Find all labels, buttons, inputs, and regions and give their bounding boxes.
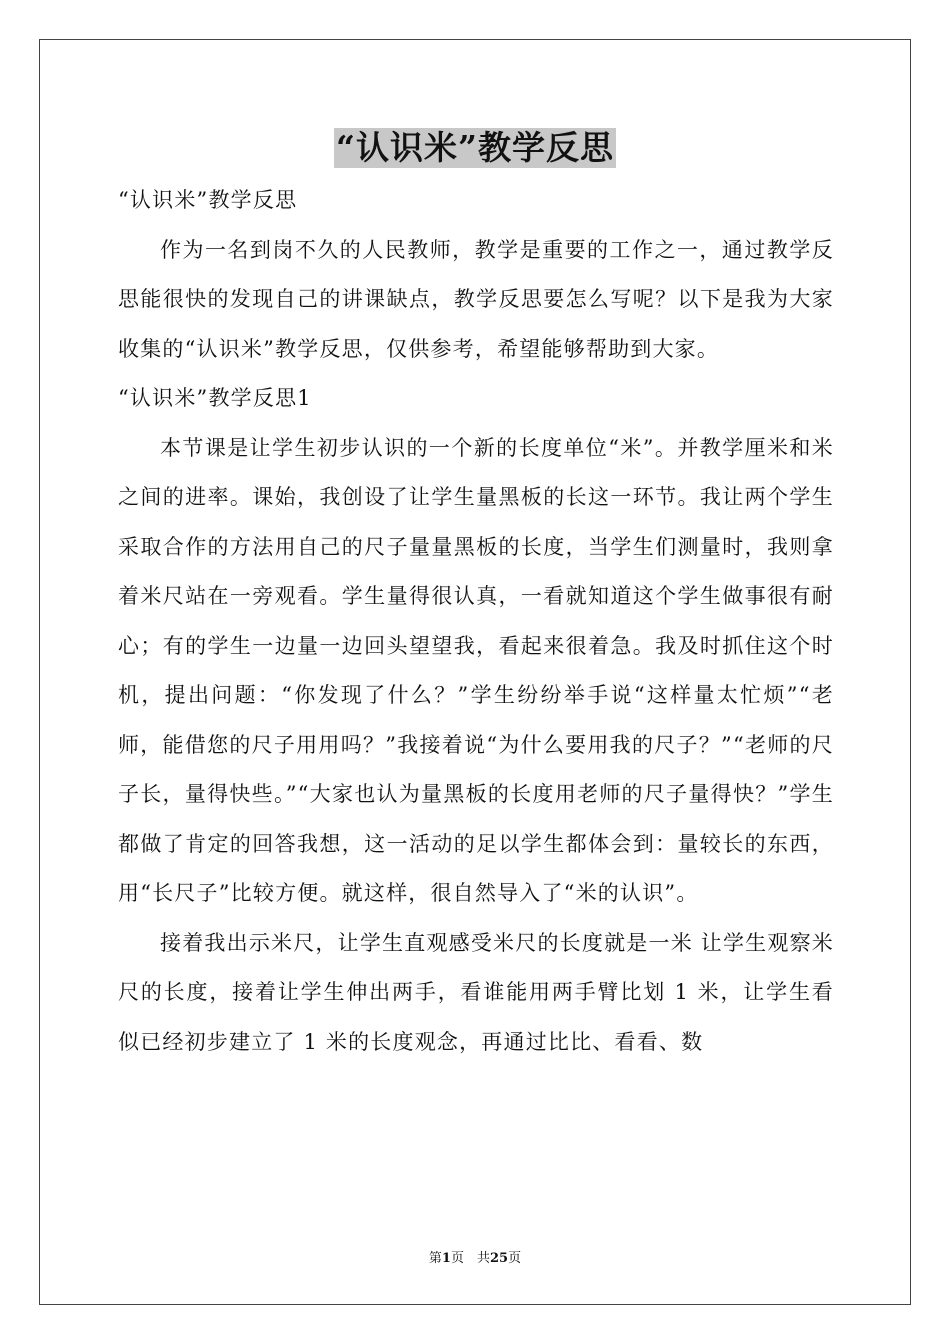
paragraph: 接着我出示米尺，让学生直观感受米尺的长度就是一米 让学生观察米尺的长度，接着让学生伸出两手，看谁能用两手臂比划 1 米，让学生看似已经初步建立了 1 米的长度观念，再通过比比、看看、数 — [118, 930, 834, 1054]
footer-prefix: 第 — [428, 1251, 442, 1266]
page-footer — [0, 1247, 950, 1266]
paragraph: “认识米”教学反思1 — [118, 386, 312, 410]
title-container — [0, 128, 950, 168]
footer-suffix: 页 — [508, 1251, 522, 1266]
paragraph: 作为一名到岗不久的人民教师，教学是重要的工作之一，通过教学反思能很快的发现自己的讲课缺点，教学反思要怎么写呢？以下是我为大家收集的“认识米”教学反思，仅供参考，希望能够帮助到大家。 — [118, 237, 834, 361]
page-number: 1 — [441, 1251, 451, 1266]
document-body — [118, 176, 834, 1067]
document-title: “认识米”教学反思 — [336, 128, 614, 167]
footer-mid: 页 共 — [450, 1251, 490, 1266]
paragraph: 本节课是让学生初步认识的一个新的长度单位“米”。并教学厘米和米之间的进率。课始，我创设了让学生量黑板的长这一环节。我让两个学生采取合作的方法用自己的尺子量量黑板的长度，当学生们测量时，我则拿着米尺站在一旁观看。学生量得很认真，一看就知道这个学生做事很有耐心；有的学生一边量一边回头望望我，看起来很着急。我及时抓住这个时机，提出问题：“你发现了什么？”学生纷纷举手说“这样量太忙烦”“老师，能借您的尺子用用吗？”我接着说“为什么要用我的尺子？”“老师的尺子长，量得快些。”“大家也认为量黑板的长度用老师的尺子量得快？”学生都做了肯定的回答我想，这一活动的足以学生都体会到：量较长的东西，用“长尺子”比较方便。就这样，很自然导入了“米的认识”。 — [118, 435, 834, 905]
paragraph: “认识米”教学反思 — [118, 188, 298, 212]
total-pages: 25 — [489, 1251, 509, 1266]
